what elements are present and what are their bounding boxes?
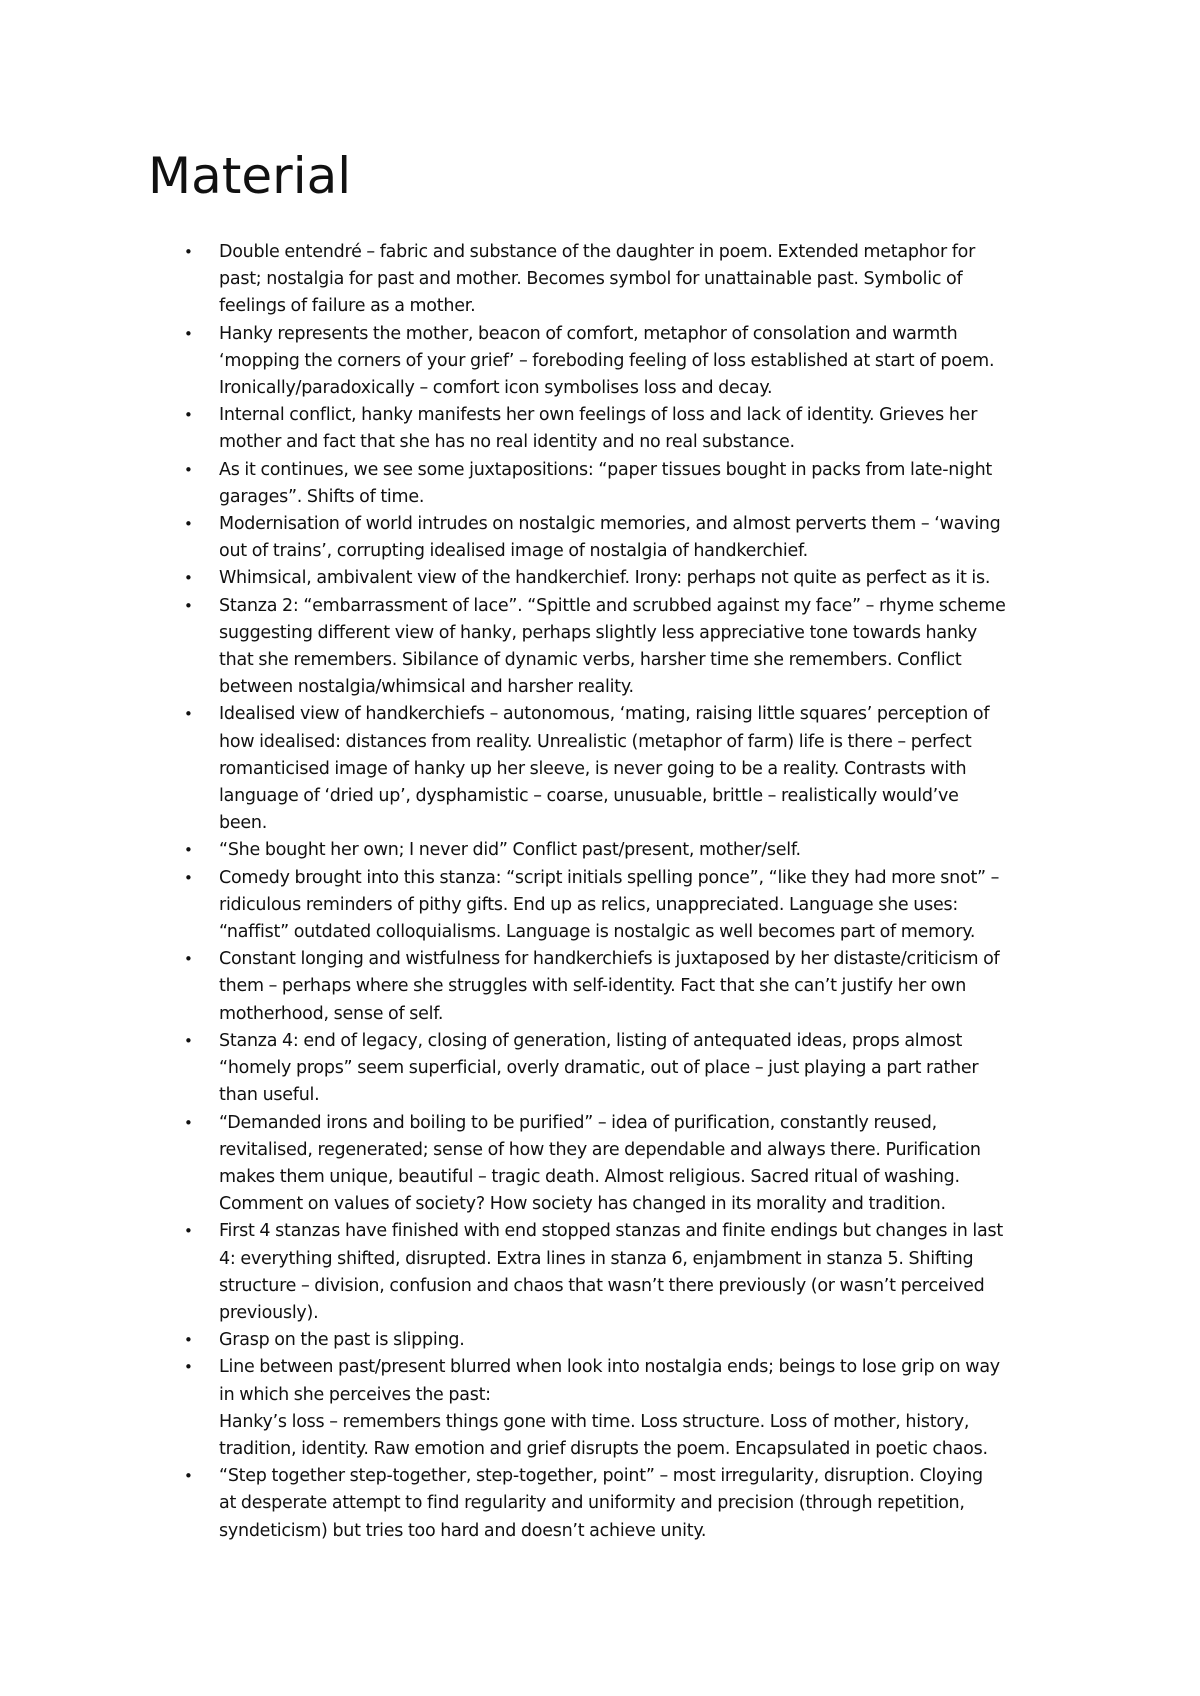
list-item (0, 1218, 1200, 1327)
list-item-line: at desperate attempt to find regularity and uniformity and precision (through repetition, (219, 1493, 965, 1514)
bullet-icon: • (184, 868, 193, 887)
list-item (0, 511, 1200, 565)
list-item-line: language of ‘dried up’, dysphamistic – coarse, unusuable, brittle – realistically would’ve (219, 786, 959, 807)
list-item-line: ‘mopping the corners of your grief’ – foreboding feeling of loss established at start of poem. (219, 350, 995, 371)
list-item-line: mother and fact that she has no real identity and no real substance. (219, 432, 795, 453)
list-item-line: previously). (219, 1302, 319, 1323)
bullet-icon: • (184, 1222, 193, 1241)
bullet-icon: • (184, 841, 193, 860)
list-item-line: how idealised: distances from reality. Unrealistic (metaphor of farm) life is there – perfect (219, 731, 972, 752)
list-item-line: Ironically/paradoxically – comfort icon symbolises loss and decay. (219, 378, 773, 399)
list-item (0, 593, 1200, 702)
list-item-line: Stanza 2: “embarrassment of lace”. “Spittle and scrubbed against my face” – rhyme scheme (219, 595, 1006, 616)
bullet-icon: • (184, 324, 193, 343)
list-item-line: “Step together step-together, step-together, point” – most irregularity, disruption. Cloying (219, 1466, 983, 1487)
bullet-icon: • (184, 950, 193, 969)
bullet-icon: • (184, 1358, 193, 1377)
list-item (0, 1028, 1200, 1110)
list-item-line: feelings of failure as a mother. (219, 296, 476, 317)
list-item-line: First 4 stanzas have finished with end stopped stanzas and finite endings but changes in last (219, 1221, 1003, 1242)
list-item (0, 1463, 1200, 1545)
list-item-line: them – perhaps where she struggles with self-identity. Fact that she can’t justify her own (219, 976, 967, 997)
list-item (0, 321, 1200, 403)
list-item-line: “naffist” outdated colloquialisms. Language is nostalgic as well becomes part of memory. (219, 922, 976, 943)
list-item-line: Grasp on the past is slipping. (219, 1330, 465, 1351)
list-item (0, 1110, 1200, 1219)
list-item-line: Hanky’s loss – remembers things gone with time. Loss structure. Loss of mother, history, (219, 1411, 970, 1432)
list-item (0, 239, 1200, 321)
list-item-line: Modernisation of world intrudes on nostalgic memories, and almost perverts them – ‘waving (219, 514, 1001, 535)
list-item-line: As it continues, we see some juxtapositions: “paper tissues bought in packs from late-night (219, 459, 993, 480)
list-item-line: been. (219, 813, 268, 834)
list-item-line: garages”. Shifts of time. (219, 486, 425, 507)
list-item-line: Hanky represents the mother, beacon of comfort, metaphor of consolation and warmth (219, 323, 958, 344)
list-item-line: “She bought her own; I never did” Conflict past/present, mother/self. (219, 840, 801, 861)
bullet-icon: • (184, 1331, 193, 1350)
list-item (0, 865, 1200, 947)
bullet-list (0, 239, 1200, 1545)
list-item (0, 565, 1200, 592)
list-item-line: Comedy brought into this stanza: “script initials spelling ponce”, “like they had more snot” – (219, 867, 1000, 888)
list-item (0, 402, 1200, 456)
list-item-line: ridiculous reminders of pithy gifts. End up as relics, unappreciated. Language she uses: (219, 894, 958, 915)
bullet-icon: • (184, 460, 193, 479)
list-item-line: Double entendré – fabric and substance of the daughter in poem. Extended metaphor for (219, 242, 976, 262)
bullet-icon: • (184, 596, 193, 615)
list-item-line: Idealised view of handkerchiefs – autonomous, ‘mating, raising little squares’ perception of (219, 704, 990, 725)
list-item-line: Stanza 4: end of legacy, closing of generation, listing of antequated ideas, props almost (219, 1030, 963, 1051)
list-item-line: “Demanded irons and boiling to be purified” – idea of purification, constantly reused, (219, 1112, 937, 1133)
bullet-icon: • (184, 515, 193, 534)
list-item-line: “homely props” seem superficial, overly dramatic, out of place – just playing a part rather (219, 1058, 979, 1079)
list-item-line: tradition, identity. Raw emotion and grief disrupts the poem. Encapsulated in poetic chaos. (219, 1438, 988, 1459)
list-item-line: Line between past/present blurred when look into nostalgia ends; beings to lose grip on way (219, 1357, 1000, 1378)
list-item-line: suggesting different view of hanky, perhaps slightly less appreciative tone towards hanky (219, 622, 978, 643)
list-item-line: romanticised image of hanky up her sleeve, is never going to be a reality. Contrasts with (219, 758, 967, 779)
bullet-icon: • (184, 243, 193, 261)
list-item-line: revitalised, regenerated; sense of how they are dependable and always there. Purification (219, 1139, 981, 1160)
list-item (0, 1354, 1200, 1463)
list-item-line: syndeticism) but tries too hard and doesn’t achieve unity. (219, 1520, 707, 1541)
bullet-icon: • (184, 569, 193, 588)
list-item-line: past; nostalgia for past and mother. Becomes symbol for unattainable past. Symbolic of (219, 269, 963, 290)
list-item-line: Whimsical, ambivalent view of the handkerchief. Irony: perhaps not quite as perfect as it is. (219, 568, 991, 589)
list-item-line: Comment on values of society? How society has changed in its morality and tradition. (219, 1194, 946, 1215)
list-item-line: motherhood, sense of self. (219, 1003, 444, 1024)
list-item (0, 701, 1200, 837)
list-item (0, 946, 1200, 1028)
bullet-icon: • (184, 1467, 193, 1486)
bullet-icon: • (184, 1031, 193, 1050)
list-item-line: out of trains’, corrupting idealised image of nostalgia of handkerchief. (219, 541, 808, 562)
list-item-line: makes them unique, beautiful – tragic death. Almost religious. Sacred ritual of washing. (219, 1166, 960, 1187)
list-item (0, 457, 1200, 511)
list-item-line: 4: everything shifted, disrupted. Extra lines in stanza 6, enjambment in stanza 5. Shifting (219, 1248, 974, 1269)
list-item-line: that she remembers. Sibilance of dynamic verbs, harsher time she remembers. Conflict (219, 650, 962, 671)
list-item-line: Internal conflict, hanky manifests her own feelings of loss and lack of identity. Grieves her (219, 405, 978, 426)
list-item-line: between nostalgia/whimsical and harsher reality. (219, 677, 634, 698)
bullet-icon: • (184, 705, 193, 724)
bullet-icon: • (184, 406, 193, 425)
list-item-line: structure – division, confusion and chaos that wasn’t there previously (or wasn’t perceived (219, 1275, 985, 1296)
list-item (0, 837, 1200, 864)
list-item (0, 1327, 1200, 1354)
list-item-line: in which she perceives the past: (219, 1384, 491, 1405)
list-item-line: Constant longing and wistfulness for handkerchiefs is juxtaposed by her distaste/criticism of (219, 949, 1000, 970)
list-item-line: than useful. (219, 1085, 320, 1106)
page-title: Material (148, 147, 352, 205)
bullet-icon: • (184, 1113, 193, 1132)
